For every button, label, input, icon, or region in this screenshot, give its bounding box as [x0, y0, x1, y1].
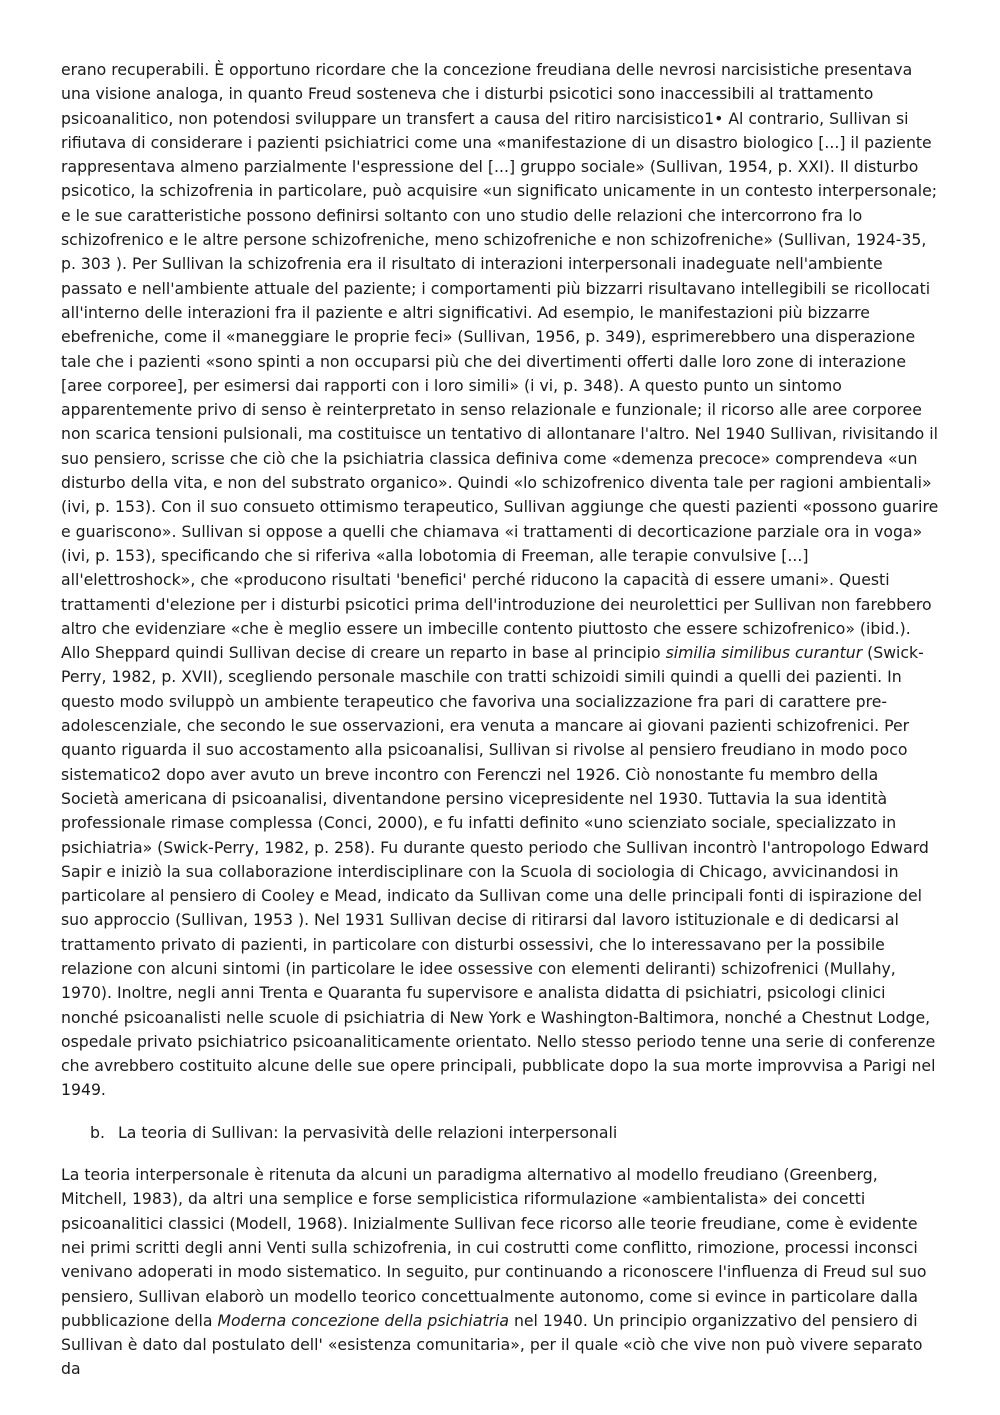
list-marker: b. [90, 1122, 105, 1142]
book-title: Moderna concezione della psichiatria [217, 1310, 509, 1330]
section-heading-text: La teoria di Sullivan: la pervasività delle relazioni interpersonali [118, 1122, 618, 1142]
paragraph-text: erano recuperabili. È opportuno ricordare che la concezione freudiana delle nevrosi narcisistiche presentava una visione analoga, in quanto Freud sosteneva che i disturbi psicotici sono inaccessibili al trattamento psicoanalitico, non potendosi sviluppare un transfert a causa del ritiro narcisistico1• Al contrario, Sullivan si rifiutava di considerare i pazienti psichiatrici come una «manifestazione di un disastro biologico [...] il paziente rappresentava almeno parzialmente l'espressione del [...] gruppo sociale» (Sullivan, 1954, p. XXI). Il disturbo psicotico, la schizofrenia in particolare, può acquisire «un significato unicamente in un contesto interpersonale; e le sue caratteristiche possono definirsi soltanto con uno studio delle relazioni che intercorrono fra lo schizofrenico e le altre persone schizofreniche, meno schizofreniche e non schizofreniche» (Sullivan, 1924-35, p. 303 ). Per Sullivan la schizofrenia era il risultato di interazioni interpersonali inadeguate nell'ambiente passato e nell'ambiente attuale del paziente; i comportamenti più bizzarri risultavano intellegibili se ricollocati all'interno delle interazioni fra il paziente e altri significativi. Ad esempio, le manifestazioni più bizzarre ebefreniche, come il «maneggiare le proprie feci» (Sullivan, 1956, p. 349), esprimerebbero una disperazione tale che i pazienti «sono spinti a non occuparsi più che dei divertimenti offerti dalle loro zone di interazione [aree corporee], per esimersi dai rapporti con i loro simili» (i vi, p. 348). A questo punto un sintomo apparentemente privo di senso è reinterpretato in senso relazionale e funzionale; il ricorso alle aree corporee non scarica tensioni pulsionali, ma costituisce un tentativo di allontanare l'altro. Nel 1940 Sullivan, rivisitando il suo pensiero, scrisse che ciò che la psichiatria classica definiva come «demenza precoce» comprendeva «un disturbo della vita, e non del substrato organico». Quindi «lo schizofrenico diventa tale per ragioni ambientali» (ivi, p. 153). Con il suo consueto ottimismo terapeutico, Sullivan aggiunge che questi pazienti «possono guarire e guariscono». Sullivan si oppose a quelli che chiamava «i trattamenti di decorticazione parziale ora in voga» (ivi, p. 153), specificando che si riferiva «alla lobotomia di Freeman, alle terapie convulsive [...] all'elettroshock», che «producono risultati 'benefici' perché riducono la capacità di essere umani». Questi trattamenti d'elezione per i disturbi psicotici prima dell'introduzione dei neurolettici per Sullivan non farebbero altro che evidenziare «che è meglio essere un imbecille contento piuttosto che essere schizofrenico» (ibid.). Allo Sheppard quindi Sullivan decise di creare un reparto in base al principio [61, 60, 939, 663]
paragraph-text: (Swick-Perry, 1982, p. XVII), scegliendo personale maschile con tratti schizoidi simili quindi a quelli dei pazienti. In questo modo sviluppò un ambiente terapeutico che favoriva una socializzazione fra pari di carattere pre-adolescenziale, che secondo le sue osservazioni, era venuta a mancare ai giovani pazienti schizofrenici. Per quanto riguarda il suo accostamento alla psicoanalisi, Sullivan si rivolse al pensiero freudiano in modo poco sistematico2 dopo aver avuto un breve incontro con Ferenczi nel 1926. Ciò nonostante fu membro della Società americana di psicoanalisi, diventandone persino vicepresidente nel 1930. Tuttavia la sua identità professionale rimase complessa (Conci, 2000), e fu infatti definito «uno scienziato sociale, specializzato in psichiatria» (Swick-Perry, 1982, p. 258). Fu durante questo periodo che Sullivan incontrò l'antropologo Edward Sapir e iniziò la sua collaborazione interdisciplinare con la Scuola di sociologia di Chicago, avvicinandosi in particolare al pensiero di Cooley e Mead, indicato da Sullivan come una delle principali fonti di ispirazione del suo approccio (Sullivan, 1953 ). Nel 1931 Sullivan decise di ritirarsi dal lavoro istituzionale e di dedicarsi al trattamento privato di pazienti, in particolare con disturbi ossessivi, che lo interessavano per la possibile relazione con alcuni sintomi (in particolare le idee ossessive con elementi deliranti) schizofrenici (Mullahy, 1970). Inoltre, negli anni Trenta e Quaranta fu supervisore e analista didatta di psichiatri, psicologi clinici nonché psicoanalisti nelle scuole di psichiatria di New York e Washington-Baltimora, nonché a Chestnut Lodge, ospedale privato psichiatrico psicoanaliticamente orientato. Nello stesso periodo tenne una serie di conferenze che avrebbero costituito alcune delle sue opere principali, pubblicate dopo la sua morte improvvisa a Parigi nel 1949. [61, 643, 936, 1100]
paragraph-text: La teoria interpersonale è ritenuta da alcuni un paradigma alternativo al modello freudiano (Greenberg, Mitchell, 1983), da altri una semplice e forse semplicistica riformulazione «ambientalista» dei concetti psicoanalitici classici (Modell, 1968). Inizialmente Sullivan fece ricorso alle teorie freudiane, come è evidente nei primi scritti degli anni Venti sulla schizofrenia, in cui costrutti come conflitto, rimozione, processi inconsci venivano adoperati in modo sistematico. In seguito, pur continuando a riconoscere l'influenza di Freud sul suo pensiero, Sullivan elaborò un modello teorico concettualmente autonomo, come si evince in particolare dalla pubblicazione della [61, 1165, 927, 1330]
paragraph-text: nel 1940. Un principio organizzativo del pensiero di Sullivan è dato dal postulato dell' «esistenza comunitaria», per il quale «ciò che vive non può vivere separato da [61, 1310, 923, 1379]
body-paragraph-1 [61, 58, 940, 1103]
section-heading [90, 1121, 940, 1145]
latin-phrase: similia similibus curantur [665, 643, 863, 663]
body-paragraph-2 [61, 1163, 940, 1382]
